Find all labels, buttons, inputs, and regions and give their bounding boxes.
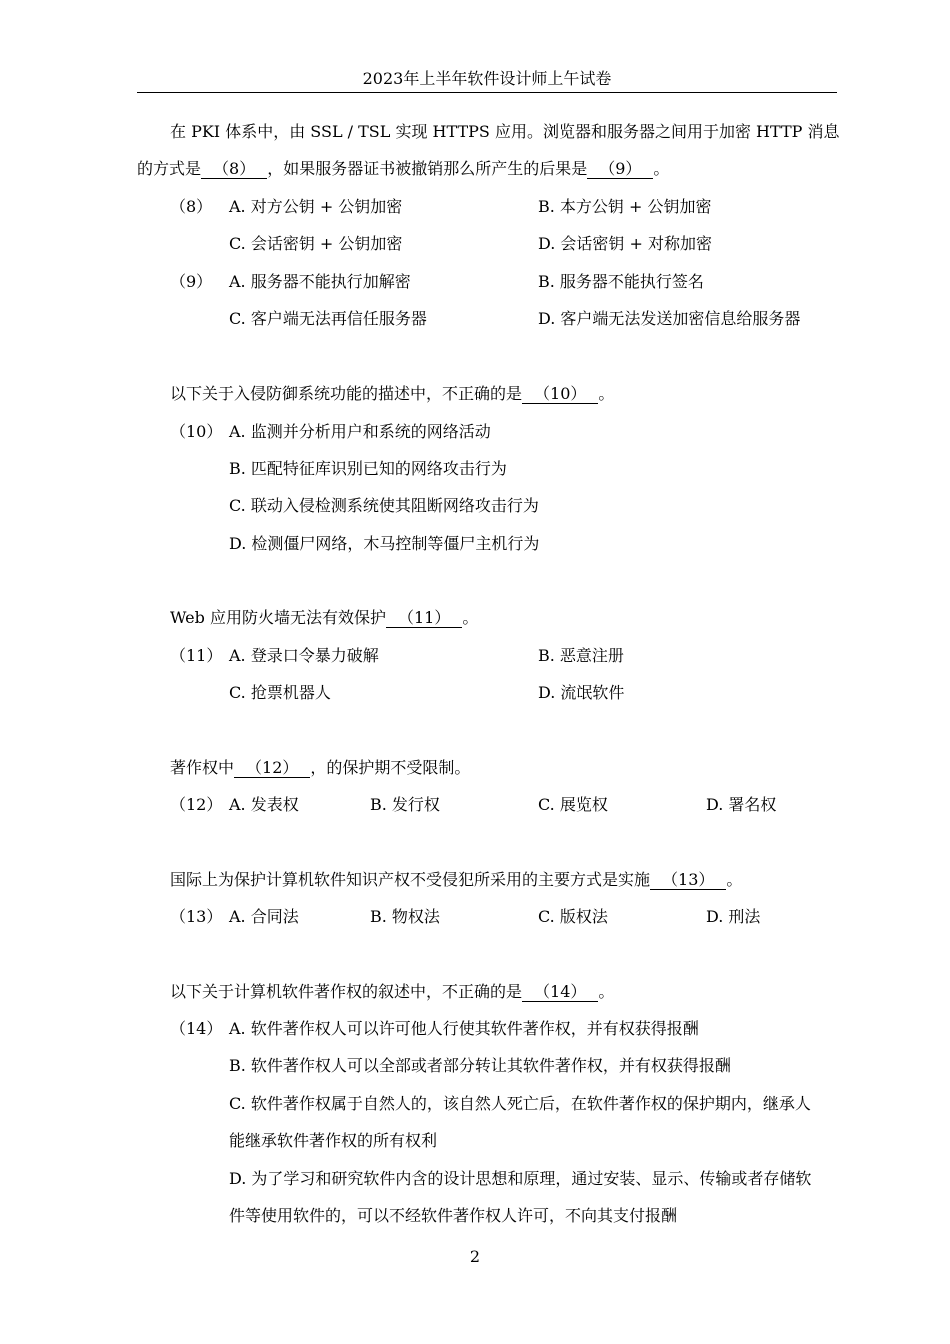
q10-stem-text: 以下关于入侵防御系统功能的描述中，不正确的是 [170, 384, 523, 403]
q12-number: （12） [170, 795, 223, 814]
q9-option-a: A. 服务器不能执行加解密 [229, 272, 411, 291]
stem-end: 。 [726, 870, 743, 889]
page-number: 2 [469, 1247, 481, 1266]
answer-blank-13: （13） [650, 871, 726, 890]
header-rule [137, 92, 837, 93]
q12-stem [170, 757, 470, 779]
answer-blank-9: （9） [587, 160, 653, 179]
q9-option-d: D. 客户端无法发送加密信息给服务器 [538, 309, 801, 328]
q14-stem [170, 981, 614, 1003]
q13-option-d: D. 刑法 [706, 907, 761, 926]
q10-option-c: C. 联动入侵检测系统使其阻断网络攻击行为 [229, 496, 539, 515]
q14-option-c-line2: 能继承软件著作权的所有权利 [229, 1131, 438, 1150]
q11-number: （11） [170, 646, 223, 665]
q11-option-b: B. 恶意注册 [538, 646, 624, 665]
q13-option-b: B. 物权法 [370, 907, 440, 926]
q12-option-c: C. 展览权 [538, 795, 608, 814]
q8-option-c: C. 会话密钥 + 公钥加密 [229, 234, 403, 253]
q9-stem-text: ，如果服务器证书被撤销那么所产生的后果是 [267, 159, 588, 178]
q12-option-d: D. 署名权 [706, 795, 777, 814]
q14-option-d-line1: D. 为了学习和研究软件内含的设计思想和原理，通过安装、显示、传输或者存储软 [229, 1169, 812, 1188]
q8-stem-line2 [137, 158, 669, 180]
stem-end: 。 [598, 384, 615, 403]
stem-end: 。 [462, 608, 479, 627]
q9-option-b: B. 服务器不能执行签名 [538, 272, 704, 291]
q13-option-c: C. 版权法 [538, 907, 608, 926]
q9-number: （9） [170, 272, 213, 291]
q14-number: （14） [170, 1019, 223, 1038]
answer-blank-12: （12） [234, 759, 310, 778]
q14-option-d-line2: 件等使用软件的，可以不经软件著作权人许可，不向其支付报酬 [229, 1206, 678, 1225]
q12-option-b: B. 发行权 [370, 795, 440, 814]
q8-stem-line1: 在 PKI 体系中，由 SSL / TSL 实现 HTTPS 应用。浏览器和服务器之间用于加密 HTTP 消息 [170, 122, 840, 141]
page-header-title: 2023年上半年软件设计师上午试卷 [362, 69, 612, 88]
q9-option-c: C. 客户端无法再信任服务器 [229, 309, 427, 328]
q13-stem [170, 869, 742, 891]
q10-number: （10） [170, 422, 223, 441]
q10-option-a: A. 监测并分析用户和系统的网络活动 [229, 422, 491, 441]
q13-number: （13） [170, 907, 223, 926]
q14-option-c-line1: C. 软件著作权属于自然人的，该自然人死亡后，在软件著作权的保护期内，继承人 [229, 1094, 811, 1113]
q14-option-b: B. 软件著作权人可以全部或者部分转让其软件著作权，并有权获得报酬 [229, 1056, 731, 1075]
answer-blank-11: （11） [386, 609, 462, 628]
q10-option-d: D. 检测僵尸网络，木马控制等僵尸主机行为 [229, 534, 540, 553]
q13-stem-text: 国际上为保护计算机软件知识产权不受侵犯所采用的主要方式是实施 [170, 870, 651, 889]
stem-end: 。 [598, 982, 615, 1001]
answer-blank-10: （10） [522, 385, 598, 404]
q8-stem-text: 的方式是 [137, 159, 202, 178]
q11-option-a: A. 登录口令暴力破解 [229, 646, 379, 665]
answer-blank-8: （8） [201, 160, 267, 179]
q11-stem-text: Web 应用防火墙无法有效保护 [170, 608, 386, 627]
q8-number: （8） [170, 197, 213, 216]
answer-blank-14: （14） [522, 983, 598, 1002]
q14-option-a: A. 软件著作权人可以许可他人行使其软件著作权，并有权获得报酬 [229, 1019, 699, 1038]
q13-option-a: A. 合同法 [229, 907, 299, 926]
q11-option-c: C. 抢票机器人 [229, 683, 331, 702]
q10-stem [170, 383, 614, 405]
q10-option-b: B. 匹配特征库识别已知的网络攻击行为 [229, 459, 507, 478]
q11-option-d: D. 流氓软件 [538, 683, 625, 702]
q8-option-d: D. 会话密钥 + 对称加密 [538, 234, 713, 253]
q11-stem [170, 607, 478, 629]
stem-end: 。 [653, 159, 670, 178]
q8-option-b: B. 本方公钥 + 公钥加密 [538, 197, 712, 216]
q12-stem-text: 著作权中 [170, 758, 235, 777]
q8-option-a: A. 对方公钥 + 公钥加密 [229, 197, 403, 216]
stem-end: ，的保护期不受限制。 [310, 758, 471, 777]
q12-option-a: A. 发表权 [229, 795, 299, 814]
q14-stem-text: 以下关于计算机软件著作权的叙述中，不正确的是 [170, 982, 523, 1001]
